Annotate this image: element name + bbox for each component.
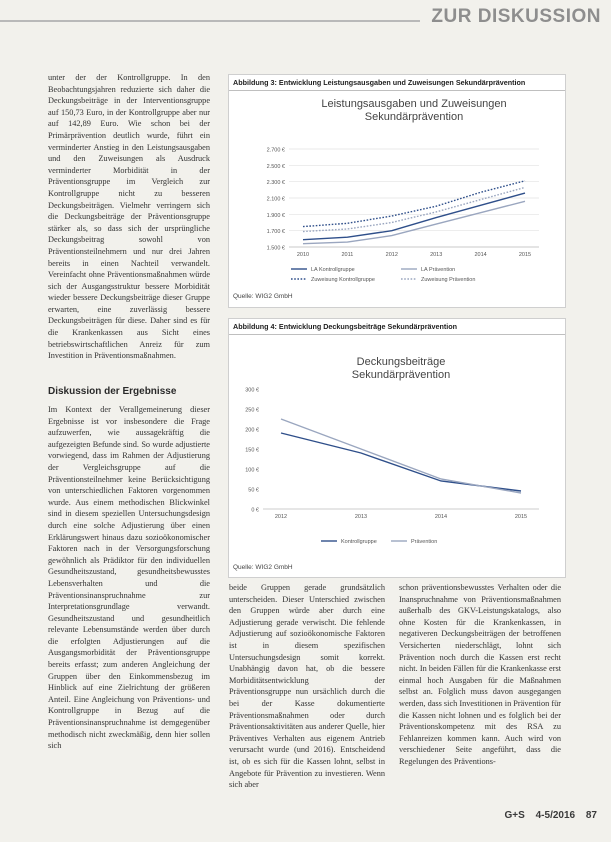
- header-rule: [0, 20, 420, 22]
- figure-4: [228, 318, 566, 578]
- x-tick-label: 2010: [296, 252, 310, 258]
- series-line-1: [303, 193, 525, 240]
- paragraph: Im Kontext der Verallgemeinerung dieser Ergebnisse ist vor insbesondere die Frage aufzuwerfen, wie aussagekräftig die aufgezeigten Befunde sind. So wurde adjustierte vorwiegend, dass im Rahmen der Adjustierung der Vergleichsgruppe auf die Präventionsteilnehmer keine Berücksichtigung von unterschiedlichen Faktoren vorgenommen wurde. Aus einem methodischen Blickwinkel sind in diesem speziellen Untersuchungsdesign durch eine solche Adjustierung über einen Erklärungswert hinaus dazu sozioökonomischer Faktoren nach in der Versorgungsforschung gewöhnlich als Prädiktor für den individuellen Gesundheitszustand, gesundheitsbewusstes Lebensverhalten und die Präventionsinanspruchnahme zur Interpretationsgrundlage verwandt. Gesundheitszustand und gesundheitlich relevante Lebensumstände werden über durch die erfolgten Adjustierungen auf die Ausgangsmorbidität der Präventionsgruppe bereits erfasst; zum anderen Angleichung der Gruppen über den Einkommensbezug im Hinblick auf eine Zielrichtung der größeren Anteil. Eine Angleichung von Präventions- und Kontrollgruppe in Bezug auf die Präventionsinanspruchnahme ist demgegenüber methodisch nicht zweckmäßig, denn hier sollen sich: [48, 405, 210, 751]
- figure-caption: Abbildung 4: Entwicklung Deckungsbeiträge Sekundärprävention: [229, 319, 565, 335]
- figure-caption: Abbildung 3: Entwicklung Leistungsausgaben und Zuweisungen Sekundärprävention: [229, 75, 565, 91]
- x-tick-label: 2014: [474, 252, 487, 258]
- paragraph: unter der der Kontrollgruppe. In den Beobachtungsjahren reduzierte sich daher die Deckungsbeiträge in der Interventionsgruppe auf 150,73 Euro, in der Kontrollgruppe aber nur auf 142,89 Euro. Wie schon bei der Primärprävention deutlich wurde, führt ein verminderter Anstieg in den Leistungsausgaben und den Zuweisungen als Ausdruck verminderter Morbidität in der Präventionsgruppe im Vergleich zur Kontrollgruppe nicht zu besseren Deckungsbeiträgen. Vielmehr verringern sich die Deckungsbeiträge der Präventionsgruppe stärker als, so dass sich der ursprüngliche Deckungsbeitrag sowohl von Präventionsteilnehmern und nur drei Jahren bereits in einen Nachteil verwandelt. Vereinfacht ohne Präventionsmaßnahmen würde sich der Ausgangsstruktur bessere Morbidität wieder bessere Deckungsbeiträge dieser Gruppe erwarten, eine zuverlässig bessere Deckungsbeiträgen für diese. Daher sind es für die Krankenkassen aus Sicht eines betriebswirtschaftlichen Anreiz für zum Investition in Präventionsmaßnahmen.: [48, 73, 210, 361]
- y-tick-label: 300 €: [245, 387, 259, 394]
- y-tick-label: 1.500 €: [266, 245, 285, 252]
- y-tick-label: 2.300 €: [266, 180, 285, 187]
- figure-3: [228, 74, 566, 308]
- page-number: 87: [585, 810, 597, 821]
- y-tick-label: 1.700 €: [266, 229, 285, 236]
- section-title: ZUR DISKUSSION: [431, 6, 601, 27]
- series-line-2: [281, 419, 521, 493]
- legend-label: LA Prävention: [421, 267, 456, 273]
- y-tick-label: 0 €: [251, 507, 259, 514]
- chart-title: Leistungsausgaben und Zuweisungen: [321, 98, 507, 110]
- issue-number: 4-5/2016: [535, 810, 576, 821]
- y-tick-label: 1.900 €: [266, 212, 285, 219]
- x-tick-label: 2012: [274, 514, 288, 520]
- page-header: [0, 0, 611, 34]
- y-tick-label: 100 €: [245, 467, 259, 474]
- y-tick-label: 2.500 €: [266, 163, 285, 170]
- chart-deckungsbeitraege: [229, 335, 565, 561]
- chart-title: Deckungsbeiträge: [356, 356, 446, 368]
- body-column-1: [48, 72, 210, 362]
- body-column-2: [229, 582, 385, 791]
- figure-source: Quelle: WIG2 GmbH: [233, 564, 293, 571]
- x-tick-label: 2013: [354, 514, 368, 520]
- y-tick-label: 150 €: [245, 447, 259, 454]
- paragraph: beide Gruppen gerade grundsätzlich unterscheiden. Dieser Unterschied zwischen den Gruppen würde aber durch eine Adjustierung gerade verwischt. Die fehlende Adjustierung auf sozioökonomische Faktoren ist in diesem spezifischen Untersuchungsdesign somit korrekt. Unabhängig davon hat, ob die bessere Morbiditätsentwicklung der Präventionsgruppe nun ursächlich durch die bei der Kasse dokumentierte Präventionsmaßnahmen oder durch Präventionsaktivitäten aus anderer Quelle, hier Präventives Verhalten aus eigenem Antrieb verursacht wurde (und 2016). Entscheidend ist, ob es sich für die Kassen lohnt, selbst in Angebote für Prävention zu investieren. Wenn sich aber: [229, 583, 385, 790]
- page-footer: [497, 810, 597, 821]
- series-line-1: [281, 433, 521, 491]
- y-tick-label: 2.100 €: [266, 196, 285, 203]
- figure-source: Quelle: WIG2 GmbH: [233, 293, 293, 300]
- legend-label: Prävention: [411, 539, 438, 545]
- journal-name: G+S: [504, 810, 525, 821]
- legend-label: Zuweisung Kontrollgruppe: [311, 277, 375, 283]
- y-tick-label: 50 €: [248, 487, 259, 494]
- legend-label: Kontrollgruppe: [341, 539, 377, 545]
- y-tick-label: 2.700 €: [266, 147, 285, 154]
- y-tick-label: 250 €: [245, 407, 259, 414]
- x-tick-label: 2012: [385, 252, 398, 258]
- x-tick-label: 2013: [430, 252, 443, 258]
- chart-leistungsausgaben: [229, 91, 565, 291]
- x-tick-label: 2011: [341, 252, 354, 258]
- body-column-3: [399, 582, 561, 768]
- body-column-1-continued: [48, 404, 210, 752]
- x-tick-label: 2015: [518, 252, 532, 258]
- legend-label: LA Kontrollgruppe: [311, 267, 355, 273]
- chart-subtitle: Sekundärprävention: [351, 369, 451, 381]
- y-tick-label: 200 €: [245, 427, 259, 434]
- x-tick-label: 2014: [434, 514, 448, 520]
- chart-subtitle: Sekundärprävention: [364, 111, 464, 123]
- section-heading: Diskussion der Ergebnisse: [48, 386, 177, 397]
- series-line-3: [303, 181, 525, 227]
- x-tick-label: 2015: [514, 514, 528, 520]
- paragraph: schon präventionsbewusstes Verhalten oder die Inanspruchnahme von Präventionsmaßnahmen außerhalb des GKV-Leistungskatalogs, also ohne Kosten für die Krankenkassen, in negativeren Deckungsbeiträgen der betroffenen Versicherten niederschlägt, lohnt sich Prävention noch durch die Kassen erst recht nicht. In beiden Fällen für die Krankenkasse erst einmal hoch Ausgaben für die Maßnahmen selbst an. Folglich muss davon ausgegangen werden, dass sich Investitionen in Prävention für die Kassen nicht lohnen und es folglich bei der Präventionskompetenz mit des RSA zu Fehlanreizen kommen kann. Auch wird von verschiedener Seite angeführt, dass die Regelungen des Präventions-: [399, 583, 561, 766]
- legend-label: Zuweisung Prävention: [421, 277, 476, 283]
